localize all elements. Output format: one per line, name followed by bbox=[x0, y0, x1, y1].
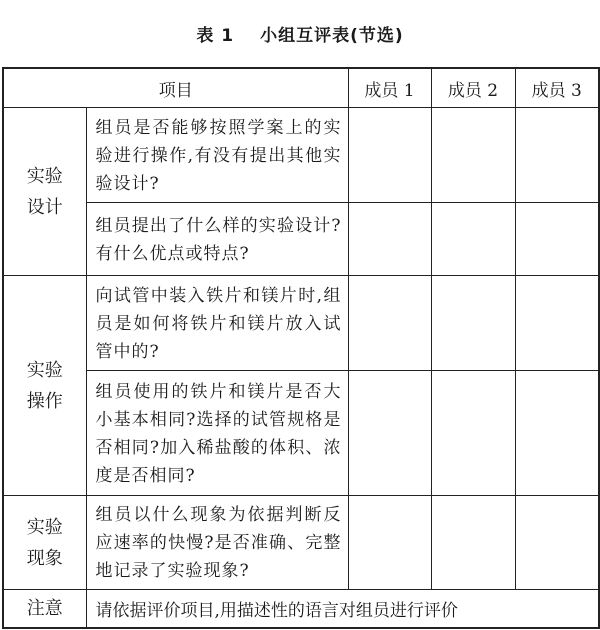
question-text: 向试管中装入铁片和镁片时,组员是如何将铁片和镁片放入试管中的? bbox=[86, 276, 348, 371]
table-row bbox=[3, 496, 599, 590]
score-cell-member-2[interactable] bbox=[431, 108, 515, 203]
category-experiment-operation: 实验 操作 bbox=[3, 276, 86, 496]
score-cell-member-1[interactable] bbox=[348, 496, 431, 590]
table-number: 表 1 bbox=[196, 26, 235, 46]
header-member-3: 成员 3 bbox=[515, 68, 599, 108]
table-caption bbox=[0, 21, 600, 46]
table-row bbox=[3, 203, 599, 276]
peer-evaluation-table bbox=[2, 67, 600, 629]
category-experiment-phenomenon: 实验 现象 bbox=[3, 496, 86, 590]
score-cell-member-3[interactable] bbox=[515, 108, 599, 203]
score-cell-member-1[interactable] bbox=[348, 371, 431, 496]
score-cell-member-2[interactable] bbox=[431, 371, 515, 496]
question-text: 组员使用的铁片和镁片是否大小基本相同?选择的试管规格是否相同?加入稀盐酸的体积、浓度是否相同? bbox=[86, 371, 348, 496]
header-member-2: 成员 2 bbox=[431, 68, 515, 108]
header-row bbox=[3, 68, 599, 108]
score-cell-member-3[interactable] bbox=[515, 496, 599, 590]
score-cell-member-3[interactable] bbox=[515, 371, 599, 496]
score-cell-member-3[interactable] bbox=[515, 203, 599, 276]
question-text: 组员提出了什么样的实验设计?有什么优点或特点? bbox=[86, 203, 348, 276]
note-row bbox=[3, 590, 599, 629]
score-cell-member-2[interactable] bbox=[431, 276, 515, 371]
table-title: 小组互评表(节选) bbox=[260, 26, 404, 46]
score-cell-member-3[interactable] bbox=[515, 276, 599, 371]
question-text: 组员是否能够按照学案上的实验进行操作,有没有提出其他实验设计? bbox=[86, 108, 348, 203]
question-text: 组员以什么现象为依据判断反应速率的快慢?是否准确、完整地记录了实验现象? bbox=[86, 496, 348, 590]
category-experiment-design: 实验 设计 bbox=[3, 108, 86, 276]
score-cell-member-1[interactable] bbox=[348, 108, 431, 203]
table-row bbox=[3, 371, 599, 496]
note-label: 注意 bbox=[3, 590, 86, 629]
score-cell-member-1[interactable] bbox=[348, 203, 431, 276]
header-item: 项目 bbox=[3, 68, 348, 108]
score-cell-member-2[interactable] bbox=[431, 203, 515, 276]
header-member-1: 成员 1 bbox=[348, 68, 431, 108]
table-row bbox=[3, 276, 599, 371]
table-row bbox=[3, 108, 599, 203]
score-cell-member-1[interactable] bbox=[348, 276, 431, 371]
score-cell-member-2[interactable] bbox=[431, 496, 515, 590]
note-text: 请依据评价项目,用描述性的语言对组员进行评价 bbox=[86, 590, 599, 629]
